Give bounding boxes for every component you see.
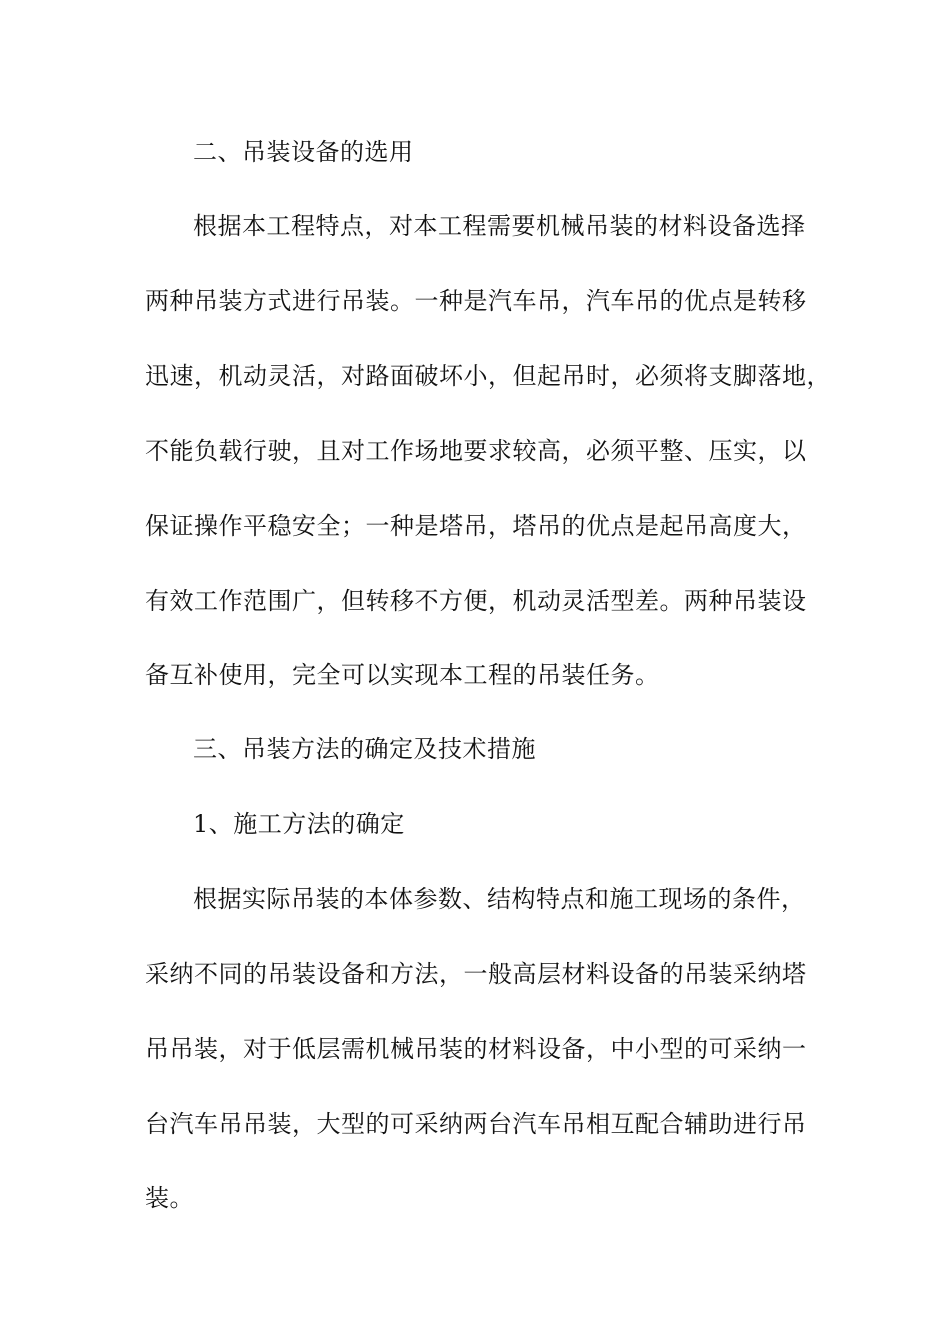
paragraph-line: 台汽车吊吊装，大型的可采纳两台汽车吊相互配合辅助进行吊 — [145, 1110, 807, 1138]
paragraph-line: 根据本工程特点，对本工程需要机械吊装的材料设备选择 — [193, 212, 806, 240]
section-heading-3: 三、吊装方法的确定及技术措施 — [193, 735, 536, 763]
paragraph-line: 采纳不同的吊装设备和方法，一般高层材料设备的吊装采纳塔 — [145, 960, 807, 988]
subsection-heading: 1、施工方法的确定 — [193, 810, 405, 838]
paragraph-line: 备互补使用，完全可以实现本工程的吊装任务。 — [145, 661, 660, 689]
paragraph-line: 保证操作平稳安全；一种是塔吊，塔吊的优点是起吊高度大， — [145, 512, 807, 540]
paragraph-line: 迅速，机动灵活，对路面破坏小，但起吊时，必须将支脚落地， — [145, 362, 831, 390]
paragraph-line: 装。 — [145, 1184, 194, 1212]
paragraph-line: 不能负载行驶，且对工作场地要求较高，必须平整、压实，以 — [145, 437, 807, 465]
paragraph-line: 有效工作范围广，但转移不方便，机动灵活型差。两种吊装设 — [145, 587, 807, 615]
section-heading-2: 二、吊装设备的选用 — [193, 138, 414, 166]
paragraph-line: 两种吊装方式进行吊装。一种是汽车吊，汽车吊的优点是转移 — [145, 287, 807, 315]
paragraph-line: 吊吊装，对于低层需机械吊装的材料设备，中小型的可采纳一 — [145, 1035, 807, 1063]
paragraph-line: 根据实际吊装的本体参数、结构特点和施工现场的条件， — [193, 885, 806, 913]
